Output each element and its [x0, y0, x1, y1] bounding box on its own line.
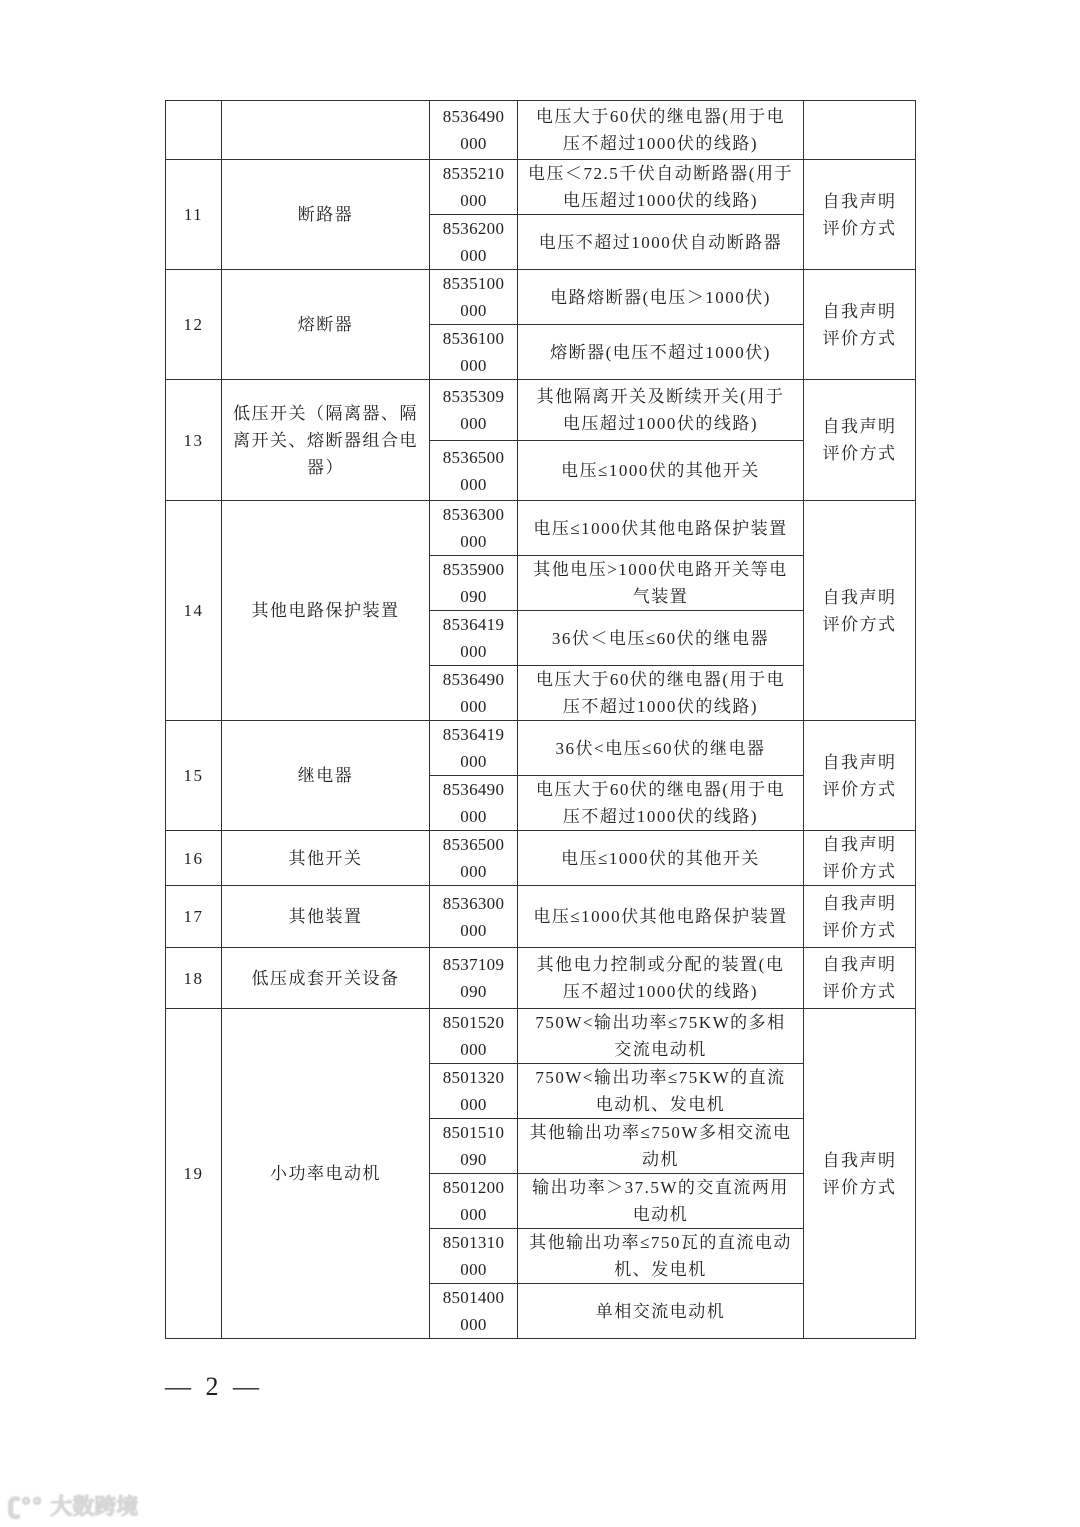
- hs-code-part: 8536419: [442, 615, 505, 634]
- table-row: [166, 101, 916, 160]
- hs-code-part: 8536200: [442, 219, 505, 238]
- product-description: 电路熔断器(电压＞1000伏): [518, 270, 804, 325]
- hs-code-part: 8535309: [442, 387, 505, 406]
- row-number: 14: [166, 501, 222, 721]
- product-name: 低压成套开关设备: [222, 948, 430, 1009]
- hs-code-part: 000: [460, 1040, 487, 1059]
- hs-code: [430, 666, 518, 721]
- hs-code-part: 8536419: [442, 725, 505, 744]
- hs-code: [430, 501, 518, 556]
- hs-code-part: 090: [460, 587, 487, 606]
- product-name: 熔断器: [222, 270, 430, 380]
- hs-code: [430, 948, 518, 1009]
- product-name: 低压开关（隔离器、隔离开关、熔断器组合电器）: [222, 380, 430, 501]
- hs-code-part: 000: [460, 1260, 487, 1279]
- hs-code-part: 8501310: [442, 1233, 505, 1252]
- table-row: [166, 831, 916, 886]
- hs-code: [430, 1229, 518, 1284]
- evaluation-method: [804, 101, 916, 160]
- evaluation-method: 自我声明评价方式: [804, 886, 916, 948]
- table-row: [166, 721, 916, 776]
- hs-code: [430, 611, 518, 666]
- evaluation-method: 自我声明评价方式: [804, 948, 916, 1009]
- evaluation-method: 自我声明评价方式: [804, 501, 916, 721]
- hs-code-part: 8501320: [442, 1068, 505, 1087]
- hs-code-part: 000: [460, 301, 487, 320]
- hs-code-part: 8536490: [442, 670, 505, 689]
- hs-code-part: 8535100: [442, 274, 505, 293]
- product-name: 继电器: [222, 721, 430, 831]
- hs-code: [430, 215, 518, 270]
- hs-code-part: 090: [460, 982, 487, 1001]
- row-number: 15: [166, 721, 222, 831]
- hs-code-part: 000: [460, 414, 487, 433]
- hs-code-part: 8536500: [442, 447, 505, 467]
- table-row: [166, 501, 916, 556]
- evaluation-method: 自我声明评价方式: [804, 831, 916, 886]
- hs-code: [430, 776, 518, 831]
- row-number: 17: [166, 886, 222, 948]
- table-row: [166, 886, 916, 948]
- product-description: 电压＜72.5千伏自动断路器(用于电压超过1000伏的线路): [518, 160, 804, 215]
- hs-code: [430, 441, 518, 501]
- product-description: 电压≤1000伏其他电路保护装置: [518, 886, 804, 948]
- product-description: 36伏<电压≤60伏的继电器: [518, 721, 804, 776]
- product-description: 输出功率＞37.5W的交直流两用电动机: [518, 1174, 804, 1229]
- hs-code-part: 8536500: [442, 835, 505, 854]
- hs-code-part: 8536490: [442, 107, 505, 126]
- product-description: 电压≤1000伏其他电路保护装置: [518, 501, 804, 556]
- product-name: 其他开关: [222, 831, 430, 886]
- hs-code-part: 000: [460, 807, 487, 826]
- hs-code-part: 8537109: [442, 955, 505, 974]
- hs-code-part: 8535900: [442, 560, 505, 579]
- hs-code: [430, 1174, 518, 1229]
- row-number: 19: [166, 1009, 222, 1339]
- watermark-logo: ʗ°° 大数跨境: [8, 1495, 139, 1520]
- hs-code-part: 8535210: [442, 164, 505, 183]
- hs-code-part: 000: [460, 752, 487, 771]
- table-row: [166, 380, 916, 441]
- hs-code-part: 090: [460, 1150, 487, 1169]
- hs-code-part: 000: [460, 920, 487, 940]
- product-description: 其他电压>1000伏电路开关等电气装置: [518, 556, 804, 611]
- product-description: 36伏＜电压≤60伏的继电器: [518, 611, 804, 666]
- row-number: 16: [166, 831, 222, 886]
- evaluation-method: 自我声明评价方式: [804, 380, 916, 501]
- watermark-text: 大数跨境: [50, 1495, 139, 1520]
- product-catalog-table: [165, 100, 916, 1339]
- product-description: 电压≤1000伏的其他开关: [518, 831, 804, 886]
- hs-code: [430, 1064, 518, 1119]
- product-description: 其他电力控制或分配的装置(电压不超过1000伏的线路): [518, 948, 804, 1009]
- hs-code: [430, 325, 518, 380]
- hs-code-part: 000: [460, 1315, 487, 1334]
- product-description: 电压大于60伏的继电器(用于电压不超过1000伏的线路): [518, 101, 804, 160]
- hs-code-part: 000: [460, 1095, 487, 1114]
- product-description: 电压大于60伏的继电器(用于电压不超过1000伏的线路): [518, 666, 804, 721]
- product-description: 单相交流电动机: [518, 1284, 804, 1339]
- row-number: 11: [166, 160, 222, 270]
- product-description: 其他隔离开关及断续开关(用于电压超过1000伏的线路): [518, 380, 804, 441]
- hs-code-part: 8501400: [442, 1288, 505, 1307]
- hs-code: [430, 886, 518, 948]
- product-description: 750W<输出功率≤75KW的直流电动机、发电机: [518, 1064, 804, 1119]
- hs-code: [430, 556, 518, 611]
- hs-code-part: 8501200: [442, 1178, 505, 1197]
- hs-code-part: 000: [460, 134, 487, 153]
- product-description: 电压不超过1000伏自动断路器: [518, 215, 804, 270]
- evaluation-method: 自我声明评价方式: [804, 1009, 916, 1339]
- table-row: [166, 270, 916, 325]
- product-description: 750W<输出功率≤75KW的多相交流电动机: [518, 1009, 804, 1064]
- product-description: 熔断器(电压不超过1000伏): [518, 325, 804, 380]
- hs-code-part: 000: [460, 532, 487, 551]
- product-description: 电压大于60伏的继电器(用于电压不超过1000伏的线路): [518, 776, 804, 831]
- row-number: 12: [166, 270, 222, 380]
- hs-code-part: 000: [460, 642, 487, 661]
- row-number: 18: [166, 948, 222, 1009]
- hs-code: [430, 831, 518, 886]
- hs-code: [430, 1009, 518, 1064]
- table-row: [166, 948, 916, 1009]
- evaluation-method: 自我声明评价方式: [804, 160, 916, 270]
- product-name: 小功率电动机: [222, 1009, 430, 1339]
- hs-code: [430, 160, 518, 215]
- product-name: 其他装置: [222, 886, 430, 948]
- table-row: [166, 160, 916, 215]
- product-description: 其他输出功率≤750瓦的直流电动机、发电机: [518, 1229, 804, 1284]
- row-number: [166, 101, 222, 160]
- hs-code-part: 000: [460, 191, 487, 210]
- product-description: 电压≤1000伏的其他开关: [518, 441, 804, 501]
- product-name: 其他电路保护装置: [222, 501, 430, 721]
- hs-code-part: 8501520: [442, 1013, 505, 1032]
- hs-code-part: 000: [460, 1205, 487, 1224]
- hs-code-part: 000: [460, 474, 487, 494]
- evaluation-method: 自我声明评价方式: [804, 721, 916, 831]
- product-name: [222, 101, 430, 160]
- hs-code: [430, 1284, 518, 1339]
- hs-code: [430, 380, 518, 441]
- hs-code-part: 000: [460, 356, 487, 375]
- hs-code-part: 000: [460, 862, 487, 881]
- hs-code-part: 000: [460, 697, 487, 716]
- evaluation-method: 自我声明评价方式: [804, 270, 916, 380]
- row-number: 13: [166, 380, 222, 501]
- hs-code: [430, 1119, 518, 1174]
- hs-code-part: 8536490: [442, 780, 505, 799]
- hs-code-part: 8536100: [442, 329, 505, 348]
- hs-code: [430, 101, 518, 160]
- hs-code-part: 8536300: [442, 505, 505, 524]
- hs-code: [430, 270, 518, 325]
- hs-code-part: 8501510: [442, 1123, 505, 1142]
- table-row: [166, 1009, 916, 1064]
- hs-code-part: 000: [460, 246, 487, 265]
- product-description: 其他输出功率≤750W多相交流电动机: [518, 1119, 804, 1174]
- page-number: — 2 —: [165, 1372, 263, 1401]
- hs-code-part: 8536300: [442, 893, 505, 913]
- hs-code: [430, 721, 518, 776]
- product-name: 断路器: [222, 160, 430, 270]
